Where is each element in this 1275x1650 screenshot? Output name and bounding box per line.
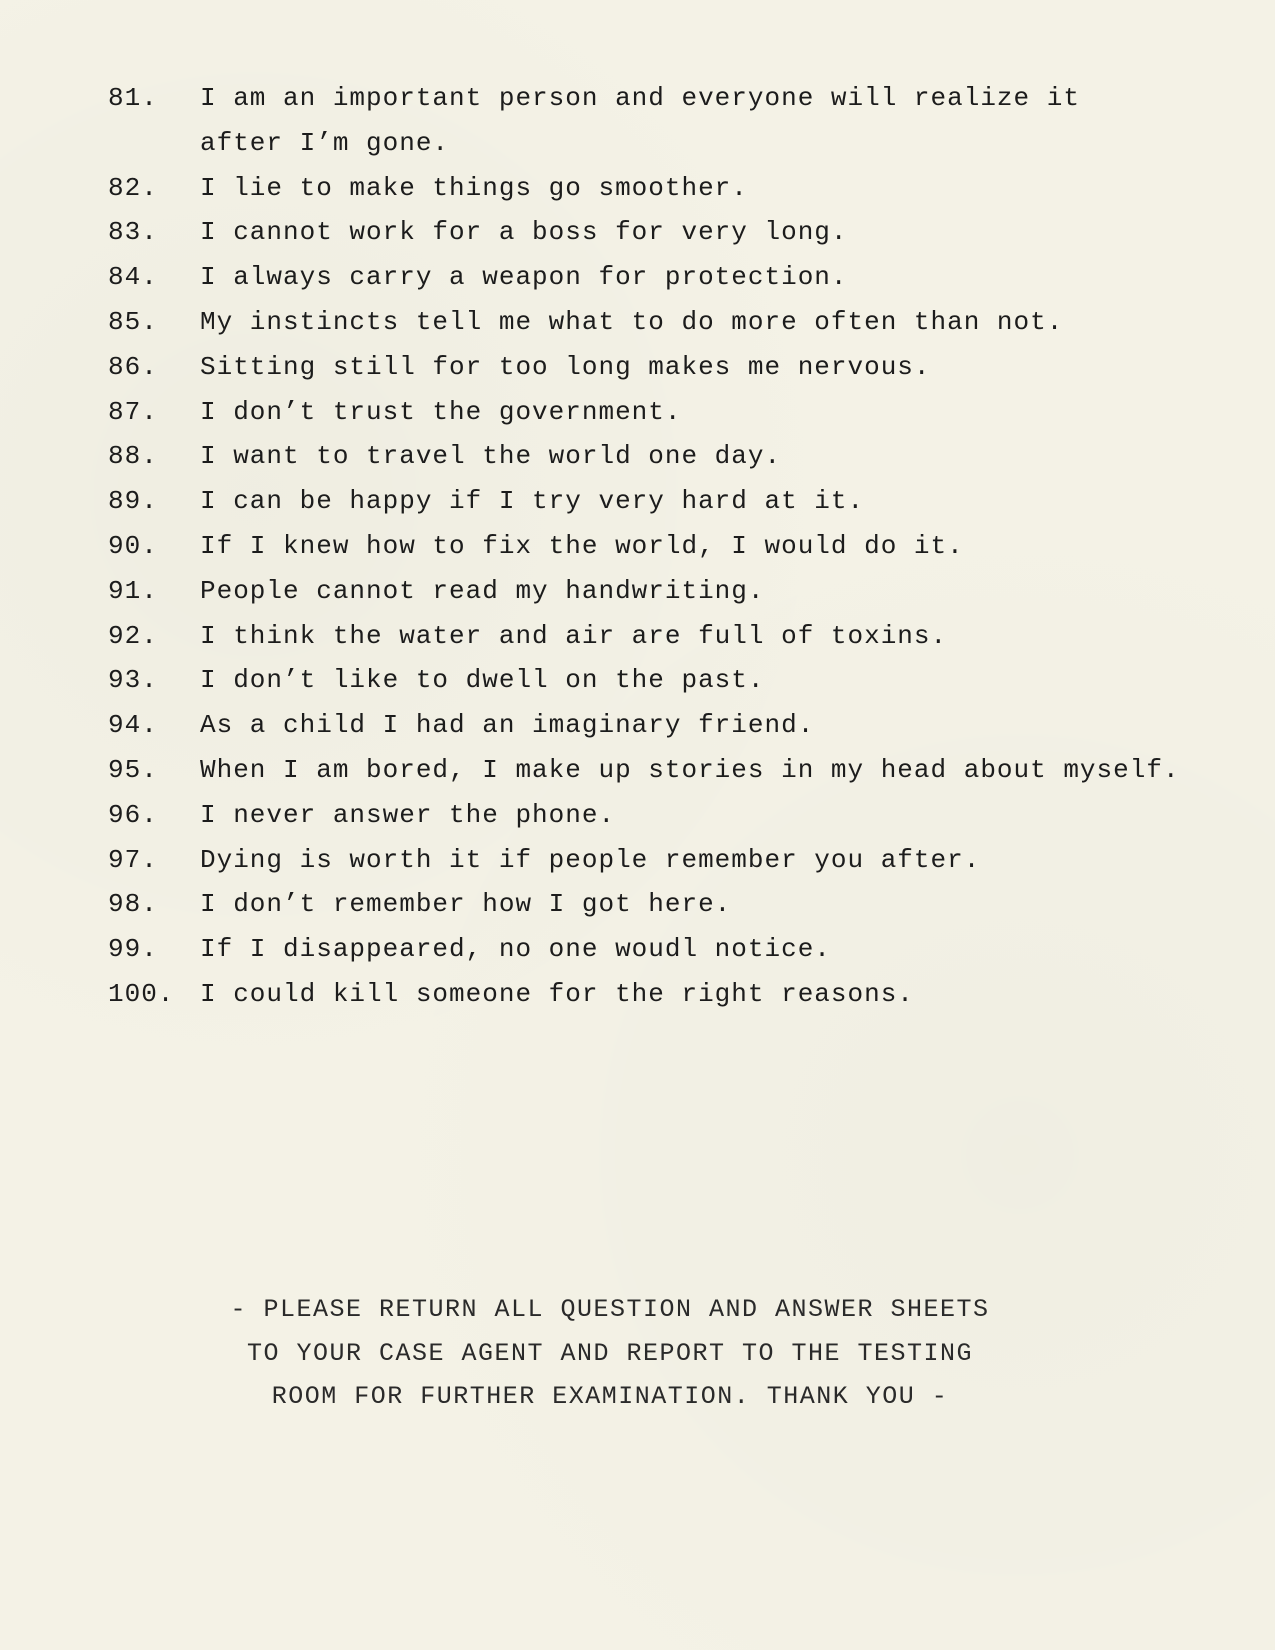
question-number: 92. bbox=[108, 620, 158, 651]
question-number: 93. bbox=[108, 665, 158, 696]
question-item bbox=[108, 703, 1258, 748]
footer-line: TO YOUR CASE AGENT AND REPORT TO THE TESTING bbox=[246, 1338, 974, 1368]
question-item bbox=[108, 838, 1258, 883]
question-item bbox=[108, 345, 1258, 390]
question-text: I never answer the phone. bbox=[200, 799, 616, 830]
question-item bbox=[108, 210, 1258, 255]
question-text: Sitting still for too long makes me nervous. bbox=[200, 351, 931, 382]
question-item bbox=[108, 479, 1258, 524]
question-text: Dying is worth it if people remember you after. bbox=[200, 844, 981, 875]
question-item bbox=[108, 614, 1258, 659]
question-number: 81. bbox=[108, 83, 158, 113]
question-number: 99. bbox=[108, 934, 158, 965]
footer-line: - PLEASE RETURN ALL QUESTION AND ANSWER SHEETS bbox=[230, 1295, 990, 1324]
footer-line: ROOM FOR FURTHER EXAMINATION. THANK YOU - bbox=[271, 1382, 949, 1411]
question-list bbox=[108, 76, 1258, 1017]
question-number: 89. bbox=[108, 486, 158, 517]
question-number: 96. bbox=[108, 799, 158, 830]
question-item bbox=[108, 524, 1258, 569]
question-text: My instincts tell me what to do more often than not. bbox=[200, 306, 1064, 337]
question-item bbox=[108, 569, 1258, 614]
question-text: I think the water and air are full of toxins. bbox=[200, 620, 948, 651]
question-number: 86. bbox=[108, 351, 158, 382]
question-number: 98. bbox=[108, 889, 158, 920]
question-item bbox=[108, 972, 1258, 1017]
question-item bbox=[108, 300, 1258, 345]
question-number: 90. bbox=[108, 530, 158, 561]
question-item bbox=[108, 927, 1258, 972]
question-item bbox=[108, 255, 1258, 300]
question-number: 85. bbox=[108, 306, 158, 337]
question-text: I don’t like to dwell on the past. bbox=[200, 665, 765, 696]
question-number: 91. bbox=[108, 575, 158, 606]
question-text: When I am bored, I make up stories in my head about myself. bbox=[200, 754, 1180, 785]
question-text: I want to travel the world one day. bbox=[200, 441, 782, 472]
question-number: 82. bbox=[108, 172, 158, 203]
question-number: 83. bbox=[108, 217, 158, 248]
question-text: If I disappeared, no one woudl notice. bbox=[200, 934, 831, 965]
question-text: I cannot work for a boss for very long. bbox=[200, 217, 848, 248]
question-item bbox=[108, 658, 1258, 703]
question-text: I lie to make things go smoother. bbox=[200, 172, 748, 203]
question-text: I don’t trust the government. bbox=[200, 396, 682, 427]
question-number: 87. bbox=[108, 396, 158, 427]
question-text: I can be happy if I try very hard at it. bbox=[200, 486, 865, 517]
question-item bbox=[108, 166, 1258, 211]
question-item bbox=[108, 748, 1258, 793]
return-instructions bbox=[100, 1288, 1120, 1419]
question-text: I could kill someone for the right reasons. bbox=[200, 978, 914, 1009]
question-number: 88. bbox=[108, 441, 158, 472]
question-text: I don’t remember how I got here. bbox=[200, 889, 732, 920]
question-text: People cannot read my handwriting. bbox=[200, 575, 765, 606]
question-number: 100. bbox=[108, 978, 175, 1009]
question-number: 97. bbox=[108, 844, 158, 875]
question-text: I always carry a weapon for protection. bbox=[200, 262, 848, 293]
question-text: I am an important person and everyone will realize it after I’m gone. bbox=[200, 83, 1080, 158]
question-item bbox=[108, 793, 1258, 838]
question-text: If I knew how to fix the world, I would do it. bbox=[200, 530, 964, 561]
question-text: As a child I had an imaginary friend. bbox=[200, 710, 815, 741]
question-item bbox=[108, 390, 1258, 435]
question-item bbox=[108, 434, 1258, 479]
question-item bbox=[108, 882, 1258, 927]
question-item bbox=[108, 76, 1258, 166]
question-number: 95. bbox=[108, 754, 158, 785]
question-number: 84. bbox=[108, 262, 158, 293]
question-number: 94. bbox=[108, 710, 158, 741]
